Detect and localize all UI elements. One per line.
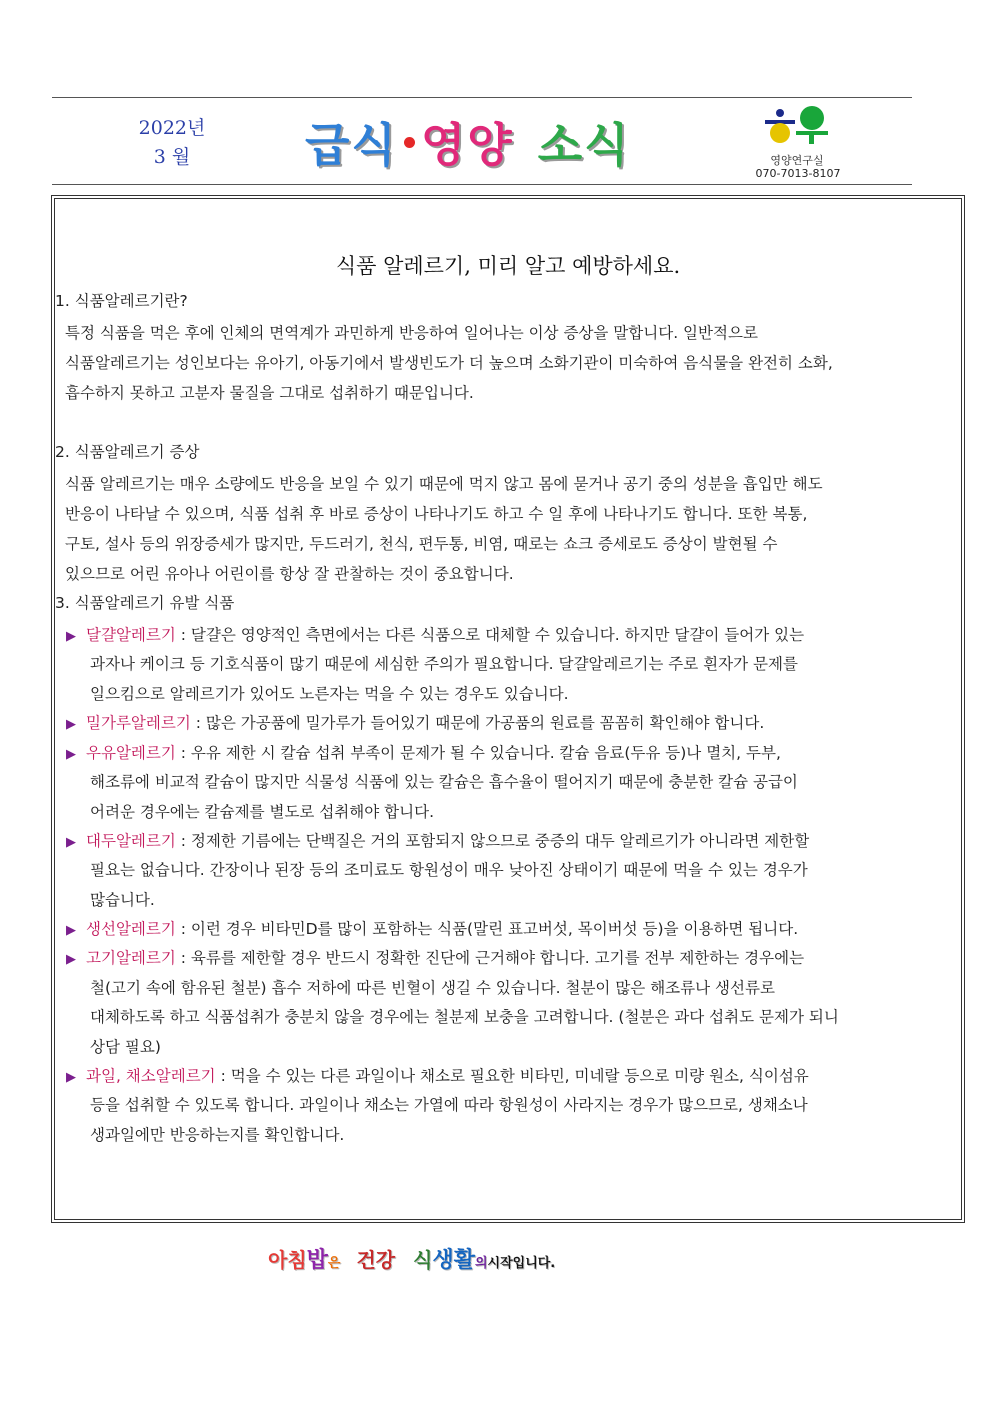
allergy-text-line: 생과일에만 반응하는지를 확인합니다. <box>90 1126 345 1144</box>
slogan-part: 식 <box>413 1248 433 1272</box>
section-3-heading: 3. 식품알레르기 유발 식품 <box>55 594 235 612</box>
allergy-label: 과일, 채소알레르기 <box>86 1067 216 1085</box>
allergy-text-line: 철(고기 속에 함유된 철분) 흡수 저하에 따른 빈혈이 생길 수 있습니다. 철분이 많은 해조류나 생선류로 <box>90 979 775 997</box>
allergy-label: 우유알레르기 <box>86 744 176 762</box>
allergy-text: : 먹을 수 있는 다른 과일이나 채소로 필요한 비타민, 미네랄 등으로 미량 원소, 식이섬유 <box>215 1067 809 1085</box>
triangle-bullet-icon: ▶ <box>66 629 76 644</box>
header-top-rule <box>52 97 912 98</box>
slogan-part: 은 <box>327 1256 341 1271</box>
issue-month: 3 월 <box>153 146 191 168</box>
lab-phone: 070-7013-8107 <box>755 167 841 180</box>
slogan-part: 생활 <box>432 1248 475 1273</box>
allergy-text: : 육류를 제한할 경우 반드시 정확한 진단에 근거해야 합니다. 고기를 전부 제한하는 경우에는 <box>175 949 805 967</box>
slogan-part: 아침 <box>268 1248 307 1272</box>
allergy-text-line: 등을 섭취할 수 있도록 합니다. 과일이나 채소는 가열에 따라 항원성이 사라지는 경우가 많으므로, 생채소나 <box>90 1096 808 1114</box>
section-2-line: 반응이 나타날 수 있으며, 식품 섭취 후 바로 증상이 나타나기도 하고 수 일 후에 나타나기도 합니다. 또한 복통, <box>65 505 808 523</box>
list-item-milk <box>66 746 781 762</box>
section-1-line: 식품알레르기는 성인보다는 유아기, 아동기에서 발생빈도가 더 높으며 소화기관이 미숙하여 음식물을 완전히 소화, <box>65 354 833 372</box>
allergy-label: 생선알레르기 <box>86 920 176 938</box>
allergy-label: 달걀알레르기 <box>86 626 176 644</box>
allergy-text-line: 일으킴으로 알레르기가 있어도 노른자는 먹을 수 있는 경우도 있습니다. <box>90 685 569 703</box>
triangle-bullet-icon: ▶ <box>66 923 76 938</box>
banner-word-3: 소식 <box>537 118 631 172</box>
banner-word-2: 영양 <box>420 118 514 172</box>
slogan-part: 밥 <box>306 1248 328 1273</box>
section-2-line: 식품 알레르기는 매우 소량에도 반응을 보일 수 있기 때문에 먹지 않고 몸에 묻거나 공기 중의 성분을 흡입만 해도 <box>65 475 823 493</box>
slogan-part: 시작입니다. <box>487 1256 556 1271</box>
allergy-label: 고기알레르기 <box>86 949 176 967</box>
section-1-line: 특정 식품을 먹은 후에 인체의 면역계가 과민하게 반응하여 일어나는 이상 증상을 말합니다. 일반적으로 <box>65 324 758 342</box>
section-2-line: 구토, 설사 등의 위장증세가 많지만, 두드러기, 천식, 편두통, 비염, 때로는 쇼크 증세로도 증상이 발현될 수 <box>65 535 778 553</box>
allergy-text-line: 필요는 없습니다. 간장이나 된장 등의 조미료도 항원성이 매우 낮아진 상태이기 때문에 먹을 수 있는 경우가 <box>90 861 808 879</box>
section-1-heading: 1. 식품알레르기란? <box>55 292 188 310</box>
section-2-line: 있으므로 어린 유아나 어린이를 항상 잘 관찰하는 것이 중요합니다. <box>65 565 514 583</box>
triangle-bullet-icon: ▶ <box>66 717 76 732</box>
list-item-meat <box>66 951 804 967</box>
allergy-text-line: 어려운 경우에는 칼슘제를 별도로 섭취해야 합니다. <box>90 803 434 821</box>
lab-name: 영양연구실 <box>770 154 824 167</box>
allergy-text: : 많은 가공품에 밀가루가 들어있기 때문에 가공품의 원료를 꼼꼼히 확인해야 합니다. <box>190 714 765 732</box>
list-item-soy <box>66 834 809 850</box>
section-1-line: 흡수하지 못하고 고분자 물질을 그대로 섭취하기 때문입니다. <box>65 384 474 402</box>
allergy-text: : 우유 제한 시 칼슘 섭취 부족이 문제가 될 수 있습니다. 칼슘 음료(두유 등)나 멸치, 두부, <box>175 744 781 762</box>
triangle-bullet-icon: ▶ <box>66 952 76 967</box>
allergy-text-line: 해조류에 비교적 칼슘이 많지만 식물성 식품에 있는 칼슘은 흡수율이 떨어지기 때문에 충분한 칼슘 공급이 <box>90 773 798 791</box>
header-bottom-rule <box>52 184 912 185</box>
list-item-wheat <box>66 716 764 732</box>
allergy-text-line: 상담 필요) <box>90 1038 161 1056</box>
triangle-bullet-icon: ▶ <box>66 1070 76 1085</box>
article-title: 식품 알레르기, 미리 알고 예방하세요. <box>335 254 681 278</box>
allergy-text-line: 과자나 케이크 등 기호식품이 많기 때문에 세심한 주의가 필요합니다. 달걀알레르기는 주로 흰자가 문제를 <box>90 655 798 673</box>
slogan-part: 건강 <box>356 1248 396 1272</box>
section-2-heading: 2. 식품알레르기 증상 <box>55 443 200 461</box>
banner-dot <box>404 137 415 148</box>
newsletter-banner <box>305 112 631 172</box>
allergy-label: 대두알레르기 <box>86 832 176 850</box>
allergy-text: : 달걀은 영양적인 측면에서는 다른 식품으로 대체할 수 있습니다. 하지만 달걀이 들어가 있는 <box>175 626 805 644</box>
list-item-egg <box>66 628 804 644</box>
triangle-bullet-icon: ▶ <box>66 835 76 850</box>
allergy-text-line: 대체하도록 하고 식품섭취가 충분치 않을 경우에는 철분제 보충을 고려합니다. (철분은 과다 섭취도 문제가 되니 <box>90 1008 839 1026</box>
list-item-fruit-vegetable <box>66 1069 809 1085</box>
allergy-text: : 정제한 기름에는 단백질은 거의 포함되지 않으므로 중증의 대두 알레르기가 아니라면 제한할 <box>175 832 810 850</box>
slogan-part: 의 <box>474 1256 488 1271</box>
banner-word-1: 급식 <box>305 118 398 172</box>
allergy-text: : 이런 경우 비타민D를 많이 포함하는 식품(말린 표고버섯, 목이버섯 등)을 이용하면 됩니다. <box>175 920 799 938</box>
triangle-bullet-icon: ▶ <box>66 747 76 762</box>
issue-year: 2022년 <box>138 117 206 139</box>
allergy-label: 밀가루알레르기 <box>86 714 191 732</box>
lab-logo-icon <box>762 104 832 144</box>
footer-slogan <box>268 1243 555 1274</box>
list-item-fish <box>66 922 798 938</box>
allergy-text-line: 많습니다. <box>90 891 155 909</box>
